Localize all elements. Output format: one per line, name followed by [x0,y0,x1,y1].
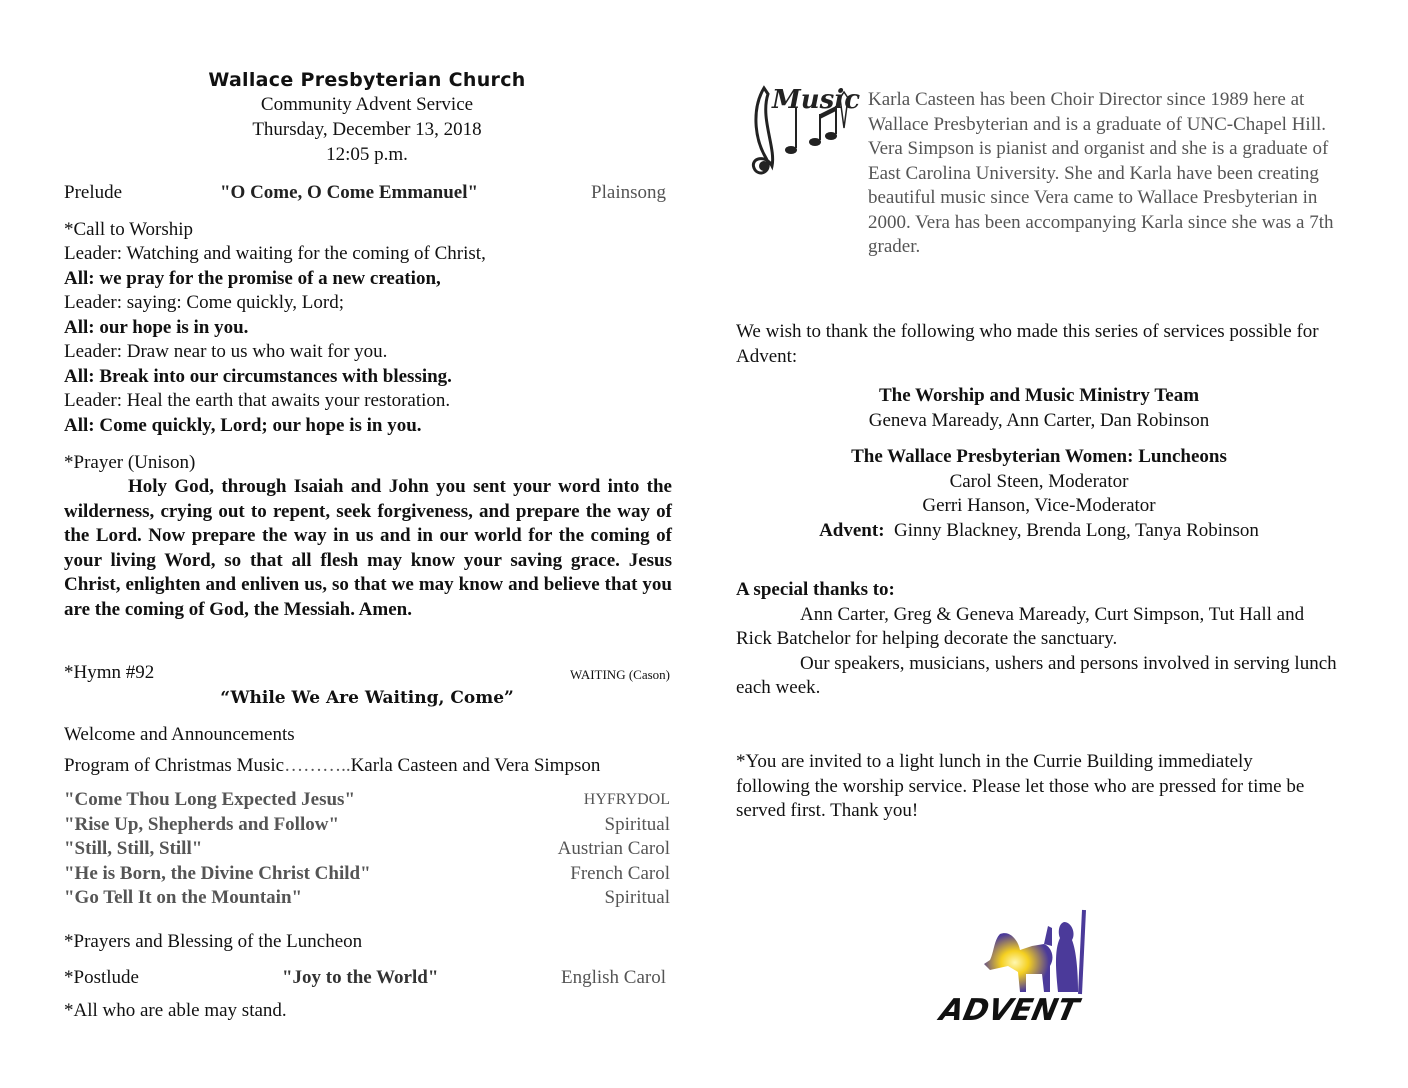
leader-line: Leader: saying: Come quickly, Lord; [64,292,344,313]
women-moderator: Carol Steen, Moderator [949,470,1129,492]
special-thanks-para2 [736,652,1342,701]
program-piece-source: HYFRYDOL [583,791,670,808]
program-piece-title: "He is Born, the Divine Christ Child" [64,862,371,884]
service-name: Community Advent Service [260,94,474,115]
women-title: The Wallace Presbyterian Women: Luncheons [851,446,1227,467]
hymn-row [64,661,670,685]
response-line: All: we pray for the promise of a new creation, [64,267,441,289]
lunch-invitation: *You are invited to a light lunch in the Currie Building immediately following the worship service. Please let those who are pressed for time be served first. Thank you! [736,751,1305,821]
program-piece-title: "Come Thou Long Expected Jesus" [64,789,356,810]
stand-note: *All who are able may stand. [64,1000,287,1021]
program-piece-title: "Rise Up, Shepherds and Follow" [64,813,340,835]
program-piece-source: Austrian Carol [557,838,670,859]
women-advent-names: Ginny Blackney, Brenda Long, Tanya Robinson [894,519,1259,541]
program-piece-title: "Go Tell It on the Mountain" [64,887,303,908]
prelude-source: Plainsong [591,182,666,203]
program-line [64,754,600,778]
bulletin-header [64,68,670,167]
music-notes-icon [744,78,861,186]
church-name: Wallace Presbyterian Church [208,69,526,91]
program-piece-row [64,788,670,813]
response-line: All: Come quickly, Lord; our hope is in you. [64,414,422,436]
hymn-label: *Hymn #92 [64,662,155,683]
nativity-donkey-icon [936,900,1112,1028]
music-bio: Karla Casteen has been Choir Director since 1989 here at Wallace Presbyterian and is a graduate of UNC-Chapel Hill. Vera Simpson is pianist and organist and she is a graduate of East Carolina University. She and Karla have been creating beautiful music since Vera came to Wallace Presbyterian in 2000. Vera has been accompanying Karla since she was a 7th grader. [868,89,1334,257]
response-line: All: Break into our circumstances with blessing. [64,365,452,387]
prelude-label: Prelude [64,182,123,203]
hymn-title: “While We Are Waiting, Come” [220,688,514,708]
program-label: Program of Christmas Music [64,755,285,776]
program-dots: ……….. [284,755,351,776]
music-logo-text: Music [772,85,861,115]
prelude-title: "O Come, O Come Emmanuel" [220,182,479,203]
advent-logo-text: ADVENT [936,993,1082,1028]
program-piece-title: "Still, Still, Still" [64,838,203,859]
prelude-row [64,181,670,205]
call-to-worship-lines [64,242,672,438]
program-piece-source: French Carol [570,862,670,884]
music-logo [744,78,861,186]
program-piece-source: Spiritual [604,813,670,835]
advent-logo [936,900,1112,1028]
luncheon-prayer: *Prayers and Blessing of the Luncheon [64,931,363,952]
program-performers: Karla Casteen and Vera Simpson [350,755,601,776]
special-thanks-para1-text: Ann Carter, Greg & Geneva Maready, Curt Simpson, Tut Hall and Rick Batchelor for helping decorate the sanctuary. [736,603,1305,649]
postlude-row [64,966,670,990]
women-block [736,445,1342,543]
special-thanks-para1 [736,603,1342,652]
program-piece-row [64,837,670,862]
program-pieces [64,788,670,911]
service-date: Thursday, December 13, 2018 [252,119,482,140]
special-thanks-para2-text: Our speakers, musicians, ushers and persons involved in serving lunch each week. [736,652,1337,698]
program-piece-row [64,886,670,911]
postlude-source: English Carol [560,967,666,988]
program-piece-row [64,813,670,838]
postlude-label: *Postlude [64,967,139,988]
prayer-heading: *Prayer (Unison) [64,452,196,473]
worship-team-title: The Worship and Music Ministry Team [878,385,1200,406]
hymn-tune: WAITING (Cason) [569,667,670,682]
special-thanks [736,578,1342,701]
worship-team-members: Geneva Maready, Ann Carter, Dan Robinson [868,409,1210,431]
leader-line: Leader: Heal the earth that awaits your restoration. [64,390,451,411]
service-time: 12:05 p.m. [326,144,408,165]
women-advent-label: Advent: [819,519,885,541]
women-vice-moderator: Gerri Hanson, Vice-Moderator [922,495,1156,516]
special-thanks-heading: A special thanks to: [736,579,895,600]
postlude-title: "Joy to the World" [282,967,439,988]
worship-team-block [736,384,1342,433]
leader-line: Leader: Draw near to us who wait for you. [64,341,388,362]
welcome-announcements: Welcome and Announcements [64,724,295,745]
response-line: All: our hope is in you. [64,316,249,338]
program-piece-row [64,862,670,887]
women-advent-line [736,519,1342,544]
thanks-intro: We wish to thank the following who made this series of services possible for Advent: [736,321,1319,367]
prayer-body: Holy God, through Isaiah and John you sent your word into the wilderness, crying out to repent, seek forgiveness, and prepare the way of the Lord. Now prepare the way in us and in our world for the coming of your living Word, so that all flesh may know your saving grace. Jesus Christ, enlighten and enliven us, so that we may know and believe that you are the coming of God, the Messiah. Amen. [64,476,672,620]
call-to-worship-heading: *Call to Worship [64,219,194,240]
leader-line: Leader: Watching and waiting for the coming of Christ, [64,243,486,264]
prayer-text [64,475,672,622]
program-piece-source: Spiritual [604,887,670,908]
